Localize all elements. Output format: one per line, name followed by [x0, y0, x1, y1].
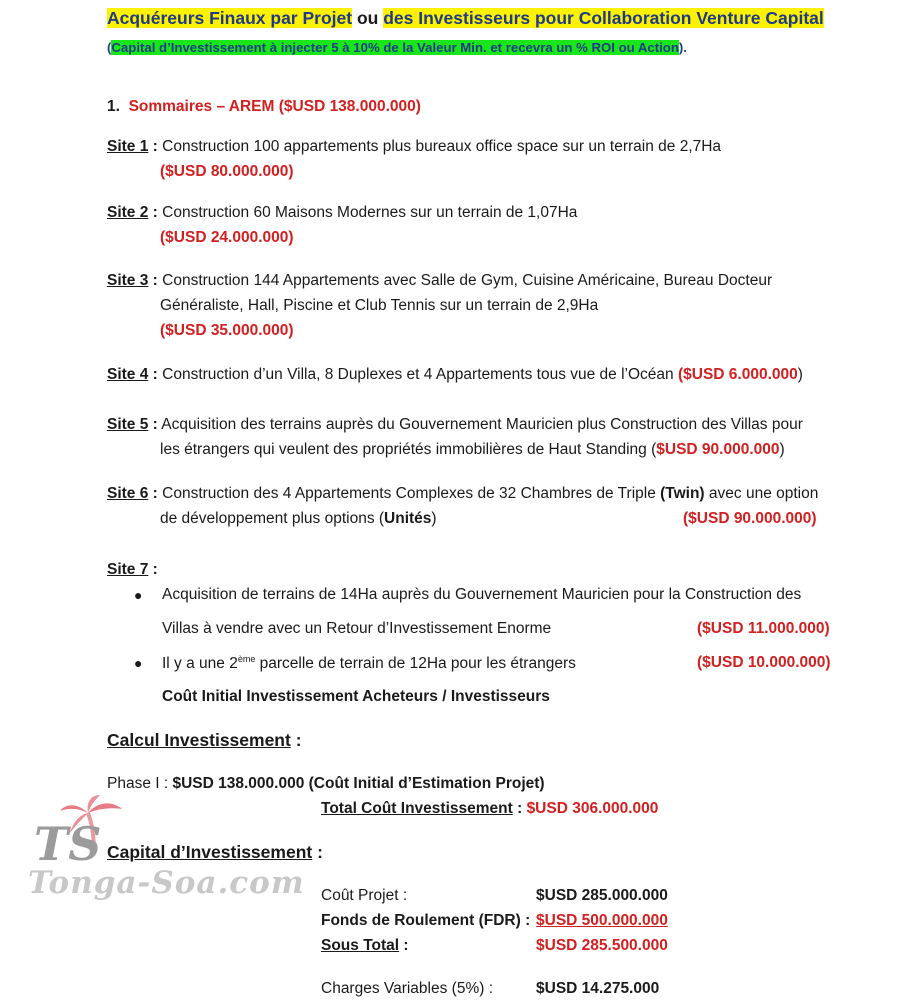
- capital-row-label: Fonds de Roulement (FDR) :: [321, 912, 531, 929]
- capital-row-label: Coût Projet :: [321, 887, 408, 904]
- summary-amount: ($USD 138.000.000): [278, 98, 421, 115]
- initial-cost-line: Coût Initial Investissement Acheteurs / Investisseurs: [162, 688, 550, 705]
- site-5-amount: $USD 90.000.000: [656, 441, 780, 458]
- site-7-amount-1: ($USD 11.000.000): [697, 620, 830, 637]
- bullet-icon: ●: [134, 655, 143, 671]
- site-7-amount-2: ($USD 10.000.000): [697, 654, 831, 671]
- site-2: Site 2 : Construction 60 Maisons Modernes sur un terrain de 1,07Ha: [107, 204, 578, 221]
- site-7-bullet-1: Acquisition de terrains de 14Ha auprès du Gouvernement Mauricien pour la Construction des: [162, 586, 802, 603]
- site-6-amount: ($USD 90.000.000): [683, 510, 817, 527]
- site-7: Site 7 :: [107, 561, 158, 578]
- watermark-site: Tonga-Soa.com: [28, 865, 305, 901]
- site-3-line-2: Généraliste, Hall, Piscine et Club Tennis sur un terrain de 2,9Ha: [160, 297, 599, 314]
- site-3: Site 3 : Construction 144 Appartements avec Salle de Gym, Cuisine Américaine, Bureau Docteur: [107, 272, 773, 289]
- calcul-heading: Calcul Investissement :: [107, 730, 302, 750]
- capital-row-label: Sous Total :: [321, 937, 409, 954]
- watermark-ts: TS: [34, 817, 102, 871]
- capital-row-value: $USD 500.000.000: [536, 912, 668, 929]
- site-5: Site 5 : Acquisition des terrains auprès du Gouvernement Mauricien plus Construction des Villas pour: [107, 416, 803, 433]
- header-investors: des Investisseurs pour Collaboration Venture Capital: [383, 8, 824, 28]
- site-3-amount: ($USD 35.000.000): [160, 322, 294, 339]
- capital-row-value: $USD 14.275.000: [536, 980, 660, 997]
- header-line-1: [107, 8, 824, 29]
- capital-row-label: Charges Variables (5%) :: [321, 980, 494, 997]
- capital-heading: Capital d’Investissement :: [107, 842, 323, 862]
- header-buyers: Acquéreurs Finaux par Projet: [107, 8, 353, 28]
- site-2-amount: ($USD 24.000.000): [160, 229, 294, 246]
- site-5-line-2: les étrangers qui veulent des propriétés immobilières de Haut Standing ($USD 90.000.000): [160, 441, 785, 458]
- bullet-icon: ●: [134, 587, 143, 603]
- header-or: ou: [356, 8, 379, 28]
- capital-highlight: Capital d’Investissement à injecter 5 à 10% de la Valeur Min. et recevra un % ROI ou Action: [111, 40, 679, 55]
- summary-heading: 1. Sommaires – AREM ($USD 138.000.000): [107, 98, 421, 115]
- total-investment-amount: $USD 306.000.000: [526, 800, 659, 817]
- capital-row-value: $USD 285.500.000: [536, 937, 668, 954]
- header-line-2: (Capital d’Investissement à injecter 5 à 10% de la Valeur Min. et recevra un % ROI ou Action).: [107, 40, 687, 55]
- total-investment: Total Coût Investissement : $USD 306.000.000: [321, 800, 659, 817]
- capital-row-value: $USD 285.000.000: [536, 887, 668, 904]
- phase-line: Phase I : $USD 138.000.000 (Coût Initial d’Estimation Projet): [107, 775, 545, 792]
- site-7-bullet-1-line-2: Villas à vendre avec un Retour d’Investissement Enorme: [162, 620, 552, 637]
- site-6-line-2: de développement plus options (Unités): [160, 510, 437, 527]
- site-1-amount: ($USD 80.000.000): [160, 163, 294, 180]
- site-4-amount: ($USD 6.000.000: [677, 366, 798, 383]
- site-1: Site 1 : Construction 100 appartements plus bureaux office space sur un terrain de 2,7Ha: [107, 138, 722, 155]
- site-6: Site 6 : Construction des 4 Appartements Complexes de 32 Chambres de Triple (Twin) avec une option: [107, 485, 819, 502]
- site-7-bullet-2: Il y a une 2ème parcelle de terrain de 12Ha pour les étrangers: [162, 654, 576, 673]
- summary-title: Sommaires – AREM: [128, 98, 275, 115]
- site-4: Site 4 : Construction d’un Villa, 8 Duplexes et 4 Appartements tous vue de l’Océan ($USD 6.000.000): [107, 366, 803, 383]
